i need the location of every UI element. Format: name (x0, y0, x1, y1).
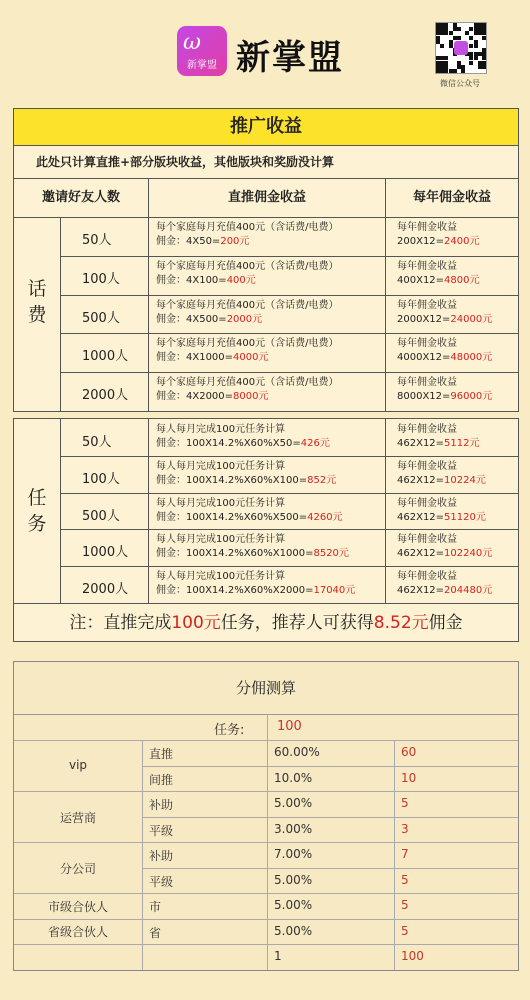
calc-group: 分公司 (59, 861, 96, 876)
commission-formula: 佣金：100X14.2%X60%X100=852元 (156, 474, 337, 486)
invite-count: 100人 (82, 471, 120, 487)
commission-formula: 佣金：4X50=200元 (156, 236, 250, 247)
invite-count: 1000人 (82, 349, 129, 365)
calc-percent: 5.00% (274, 872, 313, 887)
commission-rule: 每人每月完成100元任务计算 (156, 571, 286, 583)
commission-rule: 每个家庭每月充值400元（含话费/电费） (156, 338, 339, 350)
calc-sub-type: 间推 (149, 772, 174, 787)
group-phone-bill: 话费 (27, 278, 47, 326)
invite-count: 50人 (82, 435, 112, 450)
commission-rule: 每个家庭每月充值400元（含话费/电费） (156, 377, 339, 389)
calc-group: 省级合伙人 (47, 925, 108, 940)
commission-formula: 佣金：100X14.2%X60%X1000=8520元 (156, 548, 349, 560)
calc-percent: 5.00% (274, 898, 313, 912)
calc-sub-type: 补助 (149, 849, 174, 863)
invite-count: 2000人 (82, 388, 129, 404)
annual-formula: 462X12=204480元 (397, 585, 493, 597)
commission-rule: 每个家庭每月充值400元（含话费/电费） (156, 222, 339, 233)
commission-formula: 佣金：100X14.2%X60%X2000=17040元 (156, 585, 356, 597)
header-direct-commission: 直推佣金收益 (149, 179, 385, 218)
invite-count: 100人 (82, 271, 120, 287)
promo-title: 推广收益 (14, 109, 518, 146)
annual-formula: 462X12=5112元 (397, 438, 480, 449)
commission-formula: 佣金：100X14.2%X60%X50=426元 (156, 438, 330, 449)
commission-formula: 佣金：4X100=400元 (156, 274, 256, 286)
annual-formula: 462X12=51120元 (397, 511, 486, 523)
calc-percent: 3.00% (274, 821, 313, 836)
commission-rule: 每人每月完成100元任务计算 (156, 460, 286, 472)
calc-amount: 10 (401, 770, 417, 785)
promo-note: 此处只计算直推+部分版块收益，其他版块和奖励没计算 (14, 145, 518, 179)
promo-table (13, 108, 519, 412)
footer-note: 注：直推完成100元任务，推荐人可获得8.52元佣金 (14, 603, 518, 642)
commission-rule: 每人每月完成100元任务计算 (156, 497, 286, 509)
logo-mark-icon: ω (183, 30, 201, 55)
commission-rule: 每个家庭每月充值400元（含话费/电费） (156, 260, 339, 272)
qr-code-icon (435, 22, 487, 74)
annual-label: 每年佣金收益 (397, 534, 457, 546)
qr-caption: 微信公众号 (440, 79, 480, 88)
task-table (13, 418, 519, 642)
calc-sub-type: 平级 (149, 874, 174, 889)
annual-label: 每年佣金收益 (397, 299, 457, 311)
annual-label: 每年佣金收益 (397, 571, 457, 583)
calc-amount: 5 (401, 796, 409, 810)
annual-label: 每年佣金收益 (397, 222, 457, 233)
commission-rule: 每人每月完成100元任务计算 (156, 534, 286, 546)
calc-task-value: 100 (277, 719, 302, 734)
calc-amount: 100 (401, 949, 424, 963)
calc-sub-type: 直推 (149, 747, 174, 761)
commission-rule: 每人每月完成100元任务计算 (156, 424, 286, 435)
app-logo (177, 26, 227, 76)
logo-text: 新掌盟 (187, 60, 217, 71)
calc-percent: 10.0% (274, 770, 313, 785)
annual-formula: 2000X12=24000元 (397, 313, 493, 325)
calc-sub-type: 平级 (149, 823, 174, 838)
commission-calc-table (13, 661, 519, 971)
calc-amount: 5 (401, 923, 409, 938)
annual-formula: 462X12=102240元 (397, 548, 493, 560)
calc-percent: 1 (274, 949, 282, 963)
invite-count: 2000人 (82, 582, 129, 598)
brand-name: 新掌盟 (236, 38, 344, 78)
calc-group: vip (68, 757, 88, 772)
annual-formula: 400X12=4800元 (397, 274, 480, 286)
calc-sub-type: 省 (149, 925, 162, 940)
header-annual-commission: 每年佣金收益 (386, 179, 518, 218)
group-task: 任务 (27, 487, 47, 535)
calc-group: 市级合伙人 (47, 899, 108, 914)
annual-label: 每年佣金收益 (397, 497, 457, 509)
calc-amount: 60 (401, 745, 417, 759)
header-invite-count: 邀请好友人数 (14, 179, 148, 218)
calc-amount: 7 (401, 847, 409, 861)
calc-percent: 5.00% (274, 923, 313, 938)
calc-amount: 5 (401, 872, 409, 887)
commission-formula: 佣金：100X14.2%X60%X500=4260元 (156, 511, 343, 523)
annual-label: 每年佣金收益 (397, 460, 457, 472)
invite-count: 1000人 (82, 545, 129, 561)
calc-title: 分佣测算 (14, 662, 518, 715)
commission-formula: 佣金：4X500=2000元 (156, 313, 263, 325)
calc-amount: 5 (401, 898, 409, 912)
calc-sub-type: 市 (149, 900, 162, 914)
calc-sub-type: 补助 (149, 798, 174, 812)
annual-label: 每年佣金收益 (397, 424, 457, 435)
invite-count: 500人 (82, 310, 120, 326)
calc-group: 运营商 (59, 810, 96, 825)
annual-label: 每年佣金收益 (397, 377, 457, 389)
annual-formula: 4000X12=48000元 (397, 352, 493, 364)
annual-formula: 462X12=10224元 (397, 474, 486, 486)
commission-formula: 佣金：4X1000=4000元 (156, 352, 269, 364)
annual-formula: 8000X12=96000元 (397, 391, 493, 403)
calc-task-label: 任务: (214, 723, 245, 738)
calc-percent: 7.00% (274, 847, 313, 861)
calc-amount: 3 (401, 821, 409, 836)
commission-rule: 每个家庭每月充值400元（含话费/电费） (156, 299, 339, 311)
annual-label: 每年佣金收益 (397, 260, 457, 272)
header (0, 0, 530, 100)
annual-label: 每年佣金收益 (397, 338, 457, 350)
annual-formula: 200X12=2400元 (397, 236, 480, 247)
commission-formula: 佣金：4X2000=8000元 (156, 391, 269, 403)
calc-percent: 5.00% (274, 796, 313, 810)
invite-count: 500人 (82, 508, 120, 524)
calc-percent: 60.00% (274, 745, 320, 759)
invite-count: 50人 (82, 233, 112, 248)
